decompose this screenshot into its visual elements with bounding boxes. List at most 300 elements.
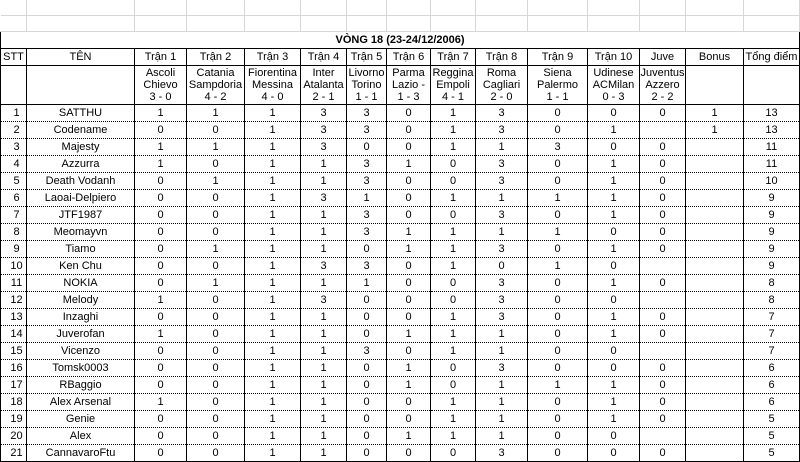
score-cell[interactable]: 1 — [347, 275, 387, 292]
score-cell[interactable]: 3 — [347, 105, 387, 122]
score-cell[interactable]: 8 — [744, 292, 800, 309]
score-cell[interactable]: 1 — [135, 394, 187, 411]
score-cell[interactable]: 1 — [187, 275, 245, 292]
score-cell[interactable]: 1 — [245, 190, 301, 207]
score-cell[interactable]: 3 — [476, 275, 528, 292]
score-cell[interactable]: 1 — [301, 241, 347, 258]
score-cell[interactable]: 1 — [301, 275, 347, 292]
header-cell[interactable]: Trận 8 — [476, 49, 528, 66]
empty-cell[interactable] — [245, 0, 301, 16]
score-cell[interactable]: 3 — [347, 156, 387, 173]
name-cell[interactable]: Vicenzo — [27, 343, 135, 360]
score-cell[interactable]: 0 — [588, 343, 640, 360]
name-cell[interactable]: Ken Chu — [27, 258, 135, 275]
score-cell[interactable]: 6 — [744, 394, 800, 411]
score-cell[interactable]: 1 — [476, 411, 528, 428]
empty-cell[interactable] — [528, 0, 588, 16]
score-cell[interactable]: 0 — [135, 343, 187, 360]
header-cell[interactable]: Trận 4 — [301, 49, 347, 66]
score-cell[interactable]: 0 — [640, 360, 686, 377]
score-cell[interactable] — [686, 309, 744, 326]
header-cell[interactable]: TÊN — [27, 49, 135, 66]
score-cell[interactable]: 0 — [135, 190, 187, 207]
score-cell[interactable]: 1 — [588, 309, 640, 326]
header-cell[interactable]: STT — [1, 49, 27, 66]
score-cell[interactable]: 1 — [387, 241, 431, 258]
score-cell[interactable]: 1 — [431, 190, 476, 207]
name-cell[interactable]: Tomsk0003 — [27, 360, 135, 377]
score-cell[interactable]: 3 — [528, 139, 588, 156]
match-info-cell[interactable] — [187, 66, 245, 105]
name-cell[interactable]: Juverofan — [27, 326, 135, 343]
score-cell[interactable]: 1 — [387, 224, 431, 241]
score-cell[interactable]: 1 — [588, 241, 640, 258]
score-cell[interactable]: 1 — [301, 207, 347, 224]
stt-cell[interactable]: 6 — [1, 190, 27, 207]
score-cell[interactable]: 1 — [245, 377, 301, 394]
score-cell[interactable]: 1 — [245, 207, 301, 224]
header-cell[interactable]: Trận 3 — [245, 49, 301, 66]
match-info-cell[interactable] — [347, 66, 387, 105]
score-cell[interactable]: 0 — [135, 309, 187, 326]
score-cell[interactable]: 0 — [135, 377, 187, 394]
score-cell[interactable]: 0 — [640, 241, 686, 258]
score-cell[interactable]: 0 — [135, 258, 187, 275]
score-cell[interactable]: 0 — [187, 445, 245, 462]
score-cell[interactable]: 3 — [476, 309, 528, 326]
empty-cell[interactable] — [528, 16, 588, 32]
stt-cell[interactable]: 5 — [1, 173, 27, 190]
score-cell[interactable]: 0 — [347, 326, 387, 343]
score-cell[interactable]: 0 — [528, 241, 588, 258]
score-cell[interactable]: 3 — [476, 122, 528, 139]
score-cell[interactable]: 1 — [387, 360, 431, 377]
score-cell[interactable]: 1 — [431, 343, 476, 360]
score-cell[interactable]: 1 — [245, 122, 301, 139]
empty-cell[interactable] — [347, 0, 387, 16]
name-cell[interactable]: Inzaghi — [27, 309, 135, 326]
score-cell[interactable] — [640, 258, 686, 275]
score-cell[interactable]: 1 — [135, 156, 187, 173]
header-cell[interactable]: Tổng điểm — [744, 49, 800, 66]
header-cell[interactable]: Juve — [640, 49, 686, 66]
header-cell[interactable]: Trận 6 — [387, 49, 431, 66]
stt-cell[interactable]: 15 — [1, 343, 27, 360]
score-cell[interactable] — [686, 326, 744, 343]
score-cell[interactable]: 5 — [744, 445, 800, 462]
score-cell[interactable]: 1 — [431, 258, 476, 275]
score-cell[interactable] — [686, 139, 744, 156]
score-cell[interactable]: 1 — [301, 343, 347, 360]
score-cell[interactable]: 0 — [187, 292, 245, 309]
empty-cell[interactable] — [744, 16, 800, 32]
score-cell[interactable]: 1 — [431, 309, 476, 326]
score-cell[interactable]: 1 — [187, 105, 245, 122]
score-cell[interactable]: 3 — [476, 360, 528, 377]
empty-cell[interactable] — [686, 0, 744, 16]
match-info-cell[interactable] — [476, 66, 528, 105]
score-cell[interactable]: 1 — [245, 445, 301, 462]
score-cell[interactable]: 0 — [640, 207, 686, 224]
score-cell[interactable]: 3 — [476, 173, 528, 190]
score-cell[interactable]: 13 — [744, 105, 800, 122]
score-cell[interactable]: 1 — [245, 394, 301, 411]
score-cell[interactable]: 0 — [431, 292, 476, 309]
score-cell[interactable]: 1 — [301, 428, 347, 445]
score-cell[interactable]: 1 — [431, 326, 476, 343]
score-cell[interactable]: 0 — [588, 445, 640, 462]
score-cell[interactable]: 1 — [528, 224, 588, 241]
score-cell[interactable]: 3 — [476, 156, 528, 173]
score-cell[interactable]: 1 — [301, 173, 347, 190]
match-info-cell[interactable] — [588, 66, 640, 105]
score-cell[interactable]: 0 — [640, 377, 686, 394]
score-cell[interactable]: 1 — [301, 411, 347, 428]
stt-cell[interactable]: 12 — [1, 292, 27, 309]
score-cell[interactable]: 1 — [187, 173, 245, 190]
score-cell[interactable]: 1 — [301, 224, 347, 241]
score-cell[interactable]: 0 — [387, 343, 431, 360]
match-info-cell[interactable] — [387, 66, 431, 105]
score-cell[interactable]: 0 — [347, 377, 387, 394]
score-cell[interactable]: 1 — [387, 156, 431, 173]
score-cell[interactable]: 1 — [301, 360, 347, 377]
score-cell[interactable]: 1 — [476, 343, 528, 360]
empty-cell[interactable] — [640, 0, 686, 16]
score-cell[interactable]: 0 — [528, 445, 588, 462]
score-cell[interactable]: 0 — [135, 411, 187, 428]
score-cell[interactable]: 1 — [431, 139, 476, 156]
score-cell[interactable]: 1 — [135, 326, 187, 343]
score-cell[interactable]: 1 — [588, 122, 640, 139]
score-cell[interactable]: 1 — [245, 343, 301, 360]
score-cell[interactable]: 0 — [187, 309, 245, 326]
empty-cell[interactable] — [476, 0, 528, 16]
empty-cell[interactable] — [27, 0, 135, 16]
score-cell[interactable] — [686, 241, 744, 258]
empty-cell[interactable] — [135, 0, 187, 16]
empty-cell[interactable] — [301, 16, 347, 32]
score-cell[interactable]: 1 — [476, 377, 528, 394]
score-cell[interactable]: 0 — [640, 105, 686, 122]
score-cell[interactable]: 1 — [387, 428, 431, 445]
score-cell[interactable]: 3 — [476, 105, 528, 122]
score-cell[interactable]: 1 — [588, 275, 640, 292]
score-cell[interactable]: 0 — [640, 411, 686, 428]
empty-cell[interactable] — [686, 16, 744, 32]
score-cell[interactable]: 0 — [387, 139, 431, 156]
score-cell[interactable]: 0 — [588, 139, 640, 156]
score-cell[interactable] — [640, 292, 686, 309]
score-cell[interactable]: 1 — [476, 190, 528, 207]
score-cell[interactable]: 1 — [476, 224, 528, 241]
score-cell[interactable]: 1 — [245, 105, 301, 122]
score-cell[interactable]: 1 — [301, 445, 347, 462]
score-cell[interactable]: 1 — [476, 428, 528, 445]
empty-cell[interactable] — [431, 16, 476, 32]
score-cell[interactable]: 1 — [431, 428, 476, 445]
score-cell[interactable]: 1 — [245, 309, 301, 326]
header-cell[interactable]: Trận 10 — [588, 49, 640, 66]
score-cell[interactable] — [686, 445, 744, 462]
stt-cell[interactable]: 18 — [1, 394, 27, 411]
score-cell[interactable]: 1 — [301, 326, 347, 343]
score-cell[interactable]: 9 — [744, 241, 800, 258]
score-cell[interactable]: 10 — [744, 173, 800, 190]
score-cell[interactable]: 1 — [476, 394, 528, 411]
score-cell[interactable]: 7 — [744, 309, 800, 326]
score-cell[interactable] — [686, 394, 744, 411]
score-cell[interactable]: 0 — [187, 411, 245, 428]
match-info-cell[interactable] — [528, 66, 588, 105]
score-cell[interactable]: 0 — [135, 224, 187, 241]
score-cell[interactable]: 1 — [431, 105, 476, 122]
score-cell[interactable]: 0 — [528, 394, 588, 411]
score-cell[interactable]: 0 — [187, 360, 245, 377]
score-cell[interactable]: 0 — [588, 224, 640, 241]
score-cell[interactable]: 1 — [135, 139, 187, 156]
score-cell[interactable]: 1 — [301, 377, 347, 394]
score-cell[interactable]: 1 — [245, 224, 301, 241]
name-cell[interactable]: Codename — [27, 122, 135, 139]
score-cell[interactable]: 9 — [744, 224, 800, 241]
empty-cell[interactable] — [476, 16, 528, 32]
empty-cell[interactable] — [588, 0, 640, 16]
empty-cell[interactable] — [588, 16, 640, 32]
score-cell[interactable]: 1 — [245, 428, 301, 445]
score-cell[interactable]: 3 — [347, 173, 387, 190]
name-cell[interactable]: Death Vodanh — [27, 173, 135, 190]
score-cell[interactable]: 1 — [245, 326, 301, 343]
score-cell[interactable]: 0 — [528, 275, 588, 292]
empty-cell[interactable] — [640, 16, 686, 32]
score-cell[interactable]: 6 — [744, 377, 800, 394]
score-cell[interactable]: 1 — [588, 377, 640, 394]
score-cell[interactable] — [686, 190, 744, 207]
stt-cell[interactable]: 10 — [1, 258, 27, 275]
name-cell[interactable]: Meomayvn — [27, 224, 135, 241]
score-cell[interactable]: 0 — [387, 445, 431, 462]
score-cell[interactable]: 0 — [588, 105, 640, 122]
score-cell[interactable]: 1 — [245, 258, 301, 275]
score-cell[interactable]: 5 — [744, 428, 800, 445]
score-cell[interactable]: 9 — [744, 258, 800, 275]
stt-cell[interactable]: 7 — [1, 207, 27, 224]
score-cell[interactable]: 0 — [347, 241, 387, 258]
stt-cell[interactable]: 14 — [1, 326, 27, 343]
score-cell[interactable]: 1 — [528, 258, 588, 275]
stt-cell[interactable]: 20 — [1, 428, 27, 445]
name-cell[interactable]: Alex Arsenal — [27, 394, 135, 411]
score-cell[interactable]: 1 — [245, 411, 301, 428]
stt-cell[interactable]: 1 — [1, 105, 27, 122]
score-cell[interactable]: 0 — [135, 207, 187, 224]
empty-cell[interactable] — [245, 16, 301, 32]
score-cell[interactable]: 1 — [301, 394, 347, 411]
score-cell[interactable]: 1 — [588, 190, 640, 207]
header-cell[interactable]: Trận 2 — [187, 49, 245, 66]
stt-cell[interactable]: 3 — [1, 139, 27, 156]
score-cell[interactable]: 0 — [588, 258, 640, 275]
score-cell[interactable]: 0 — [528, 207, 588, 224]
score-cell[interactable] — [686, 173, 744, 190]
score-cell[interactable]: 1 — [588, 394, 640, 411]
stt-cell[interactable]: 2 — [1, 122, 27, 139]
score-cell[interactable]: 0 — [135, 275, 187, 292]
score-cell[interactable]: 1 — [431, 122, 476, 139]
score-cell[interactable]: 3 — [347, 224, 387, 241]
header-cell[interactable]: Trận 5 — [347, 49, 387, 66]
empty-cell[interactable] — [301, 0, 347, 16]
score-cell[interactable]: 1 — [528, 190, 588, 207]
score-cell[interactable]: 0 — [431, 377, 476, 394]
score-cell[interactable] — [686, 292, 744, 309]
score-cell[interactable]: 7 — [744, 343, 800, 360]
score-cell[interactable] — [640, 122, 686, 139]
score-cell[interactable]: 0 — [431, 360, 476, 377]
match-info-cell[interactable] — [245, 66, 301, 105]
empty-cell[interactable] — [187, 0, 245, 16]
score-cell[interactable]: 0 — [387, 207, 431, 224]
score-cell[interactable]: 3 — [476, 241, 528, 258]
score-cell[interactable]: 8 — [744, 275, 800, 292]
score-cell[interactable]: 1 — [476, 326, 528, 343]
stt-cell[interactable]: 16 — [1, 360, 27, 377]
score-cell[interactable]: 1 — [301, 309, 347, 326]
score-cell[interactable]: 0 — [347, 309, 387, 326]
score-cell[interactable]: 1 — [588, 173, 640, 190]
score-cell[interactable]: 1 — [135, 105, 187, 122]
empty-cell[interactable] — [1, 16, 27, 32]
score-cell[interactable]: 3 — [301, 105, 347, 122]
score-cell[interactable]: 1 — [431, 411, 476, 428]
score-cell[interactable]: 0 — [187, 258, 245, 275]
score-cell[interactable]: 3 — [476, 445, 528, 462]
score-cell[interactable]: 0 — [528, 122, 588, 139]
score-cell[interactable]: 0 — [187, 377, 245, 394]
score-cell[interactable]: 1 — [245, 292, 301, 309]
score-cell[interactable]: 3 — [347, 207, 387, 224]
score-cell[interactable] — [686, 207, 744, 224]
score-cell[interactable]: 1 — [245, 241, 301, 258]
score-cell[interactable]: 7 — [744, 326, 800, 343]
score-cell[interactable]: 0 — [387, 309, 431, 326]
score-cell[interactable]: 3 — [347, 343, 387, 360]
score-cell[interactable]: 0 — [640, 173, 686, 190]
score-cell[interactable]: 0 — [387, 275, 431, 292]
score-cell[interactable]: 1 — [588, 326, 640, 343]
empty-cell[interactable] — [387, 0, 431, 16]
score-cell[interactable]: 1 — [431, 224, 476, 241]
score-cell[interactable]: 9 — [744, 207, 800, 224]
score-cell[interactable]: 0 — [387, 122, 431, 139]
empty-cell[interactable] — [387, 16, 431, 32]
score-cell[interactable]: 0 — [431, 156, 476, 173]
score-cell[interactable]: 0 — [387, 105, 431, 122]
score-cell[interactable]: 0 — [528, 292, 588, 309]
stt-cell[interactable]: 9 — [1, 241, 27, 258]
score-cell[interactable]: 0 — [387, 411, 431, 428]
name-cell[interactable]: Laoai-Delpiero — [27, 190, 135, 207]
score-cell[interactable]: 0 — [640, 275, 686, 292]
empty-cell[interactable] — [431, 0, 476, 16]
score-cell[interactable]: 0 — [187, 428, 245, 445]
score-cell[interactable]: 1 — [245, 360, 301, 377]
score-cell[interactable]: 0 — [528, 156, 588, 173]
score-cell[interactable]: 0 — [640, 445, 686, 462]
score-cell[interactable]: 0 — [135, 122, 187, 139]
score-cell[interactable] — [640, 343, 686, 360]
score-cell[interactable]: 0 — [431, 445, 476, 462]
score-cell[interactable]: 1 — [686, 105, 744, 122]
score-cell[interactable] — [686, 258, 744, 275]
score-cell[interactable]: 3 — [301, 139, 347, 156]
score-cell[interactable]: 0 — [431, 207, 476, 224]
score-cell[interactable]: 0 — [347, 292, 387, 309]
stt-cell[interactable]: 11 — [1, 275, 27, 292]
score-cell[interactable]: 0 — [431, 275, 476, 292]
score-cell[interactable]: 0 — [528, 105, 588, 122]
stt-cell[interactable]: 21 — [1, 445, 27, 462]
empty-cell[interactable] — [347, 16, 387, 32]
score-cell[interactable]: 1 — [245, 139, 301, 156]
score-cell[interactable]: 0 — [187, 224, 245, 241]
score-cell[interactable]: 0 — [588, 428, 640, 445]
score-cell[interactable]: 1 — [528, 377, 588, 394]
header-cell[interactable]: Trận 1 — [135, 49, 187, 66]
empty-cell[interactable] — [135, 16, 187, 32]
score-cell[interactable]: 1 — [187, 139, 245, 156]
score-cell[interactable]: 0 — [135, 360, 187, 377]
score-cell[interactable]: 0 — [588, 360, 640, 377]
score-cell[interactable]: 0 — [640, 326, 686, 343]
score-cell[interactable]: 0 — [187, 122, 245, 139]
empty-cell[interactable] — [744, 66, 800, 105]
score-cell[interactable]: 0 — [347, 411, 387, 428]
score-cell[interactable]: 0 — [135, 241, 187, 258]
score-cell[interactable] — [686, 224, 744, 241]
score-cell[interactable]: 1 — [588, 207, 640, 224]
score-cell[interactable]: 0 — [588, 292, 640, 309]
score-cell[interactable]: 0 — [476, 258, 528, 275]
score-cell[interactable]: 1 — [431, 241, 476, 258]
score-cell[interactable]: 1 — [347, 190, 387, 207]
score-cell[interactable]: 9 — [744, 190, 800, 207]
name-cell[interactable]: SATTHU — [27, 105, 135, 122]
score-cell[interactable]: 0 — [431, 173, 476, 190]
stt-cell[interactable]: 8 — [1, 224, 27, 241]
match-info-cell[interactable] — [640, 66, 686, 105]
empty-cell[interactable] — [686, 66, 744, 105]
score-cell[interactable]: 0 — [347, 445, 387, 462]
match-info-cell[interactable] — [301, 66, 347, 105]
empty-cell[interactable] — [1, 66, 27, 105]
empty-cell[interactable] — [1, 0, 27, 16]
sheet-title-cell[interactable]: VÒNG 18 (23-24/12/2006) — [1, 32, 800, 49]
stt-cell[interactable]: 13 — [1, 309, 27, 326]
stt-cell[interactable]: 4 — [1, 156, 27, 173]
score-cell[interactable] — [686, 275, 744, 292]
score-cell[interactable]: 0 — [640, 224, 686, 241]
score-cell[interactable]: 0 — [187, 156, 245, 173]
score-cell[interactable]: 0 — [640, 139, 686, 156]
score-cell[interactable]: 1 — [245, 275, 301, 292]
score-cell[interactable]: 3 — [347, 122, 387, 139]
score-cell[interactable]: 0 — [135, 445, 187, 462]
score-cell[interactable]: 0 — [187, 394, 245, 411]
name-cell[interactable]: Tiamo — [27, 241, 135, 258]
score-cell[interactable] — [686, 428, 744, 445]
